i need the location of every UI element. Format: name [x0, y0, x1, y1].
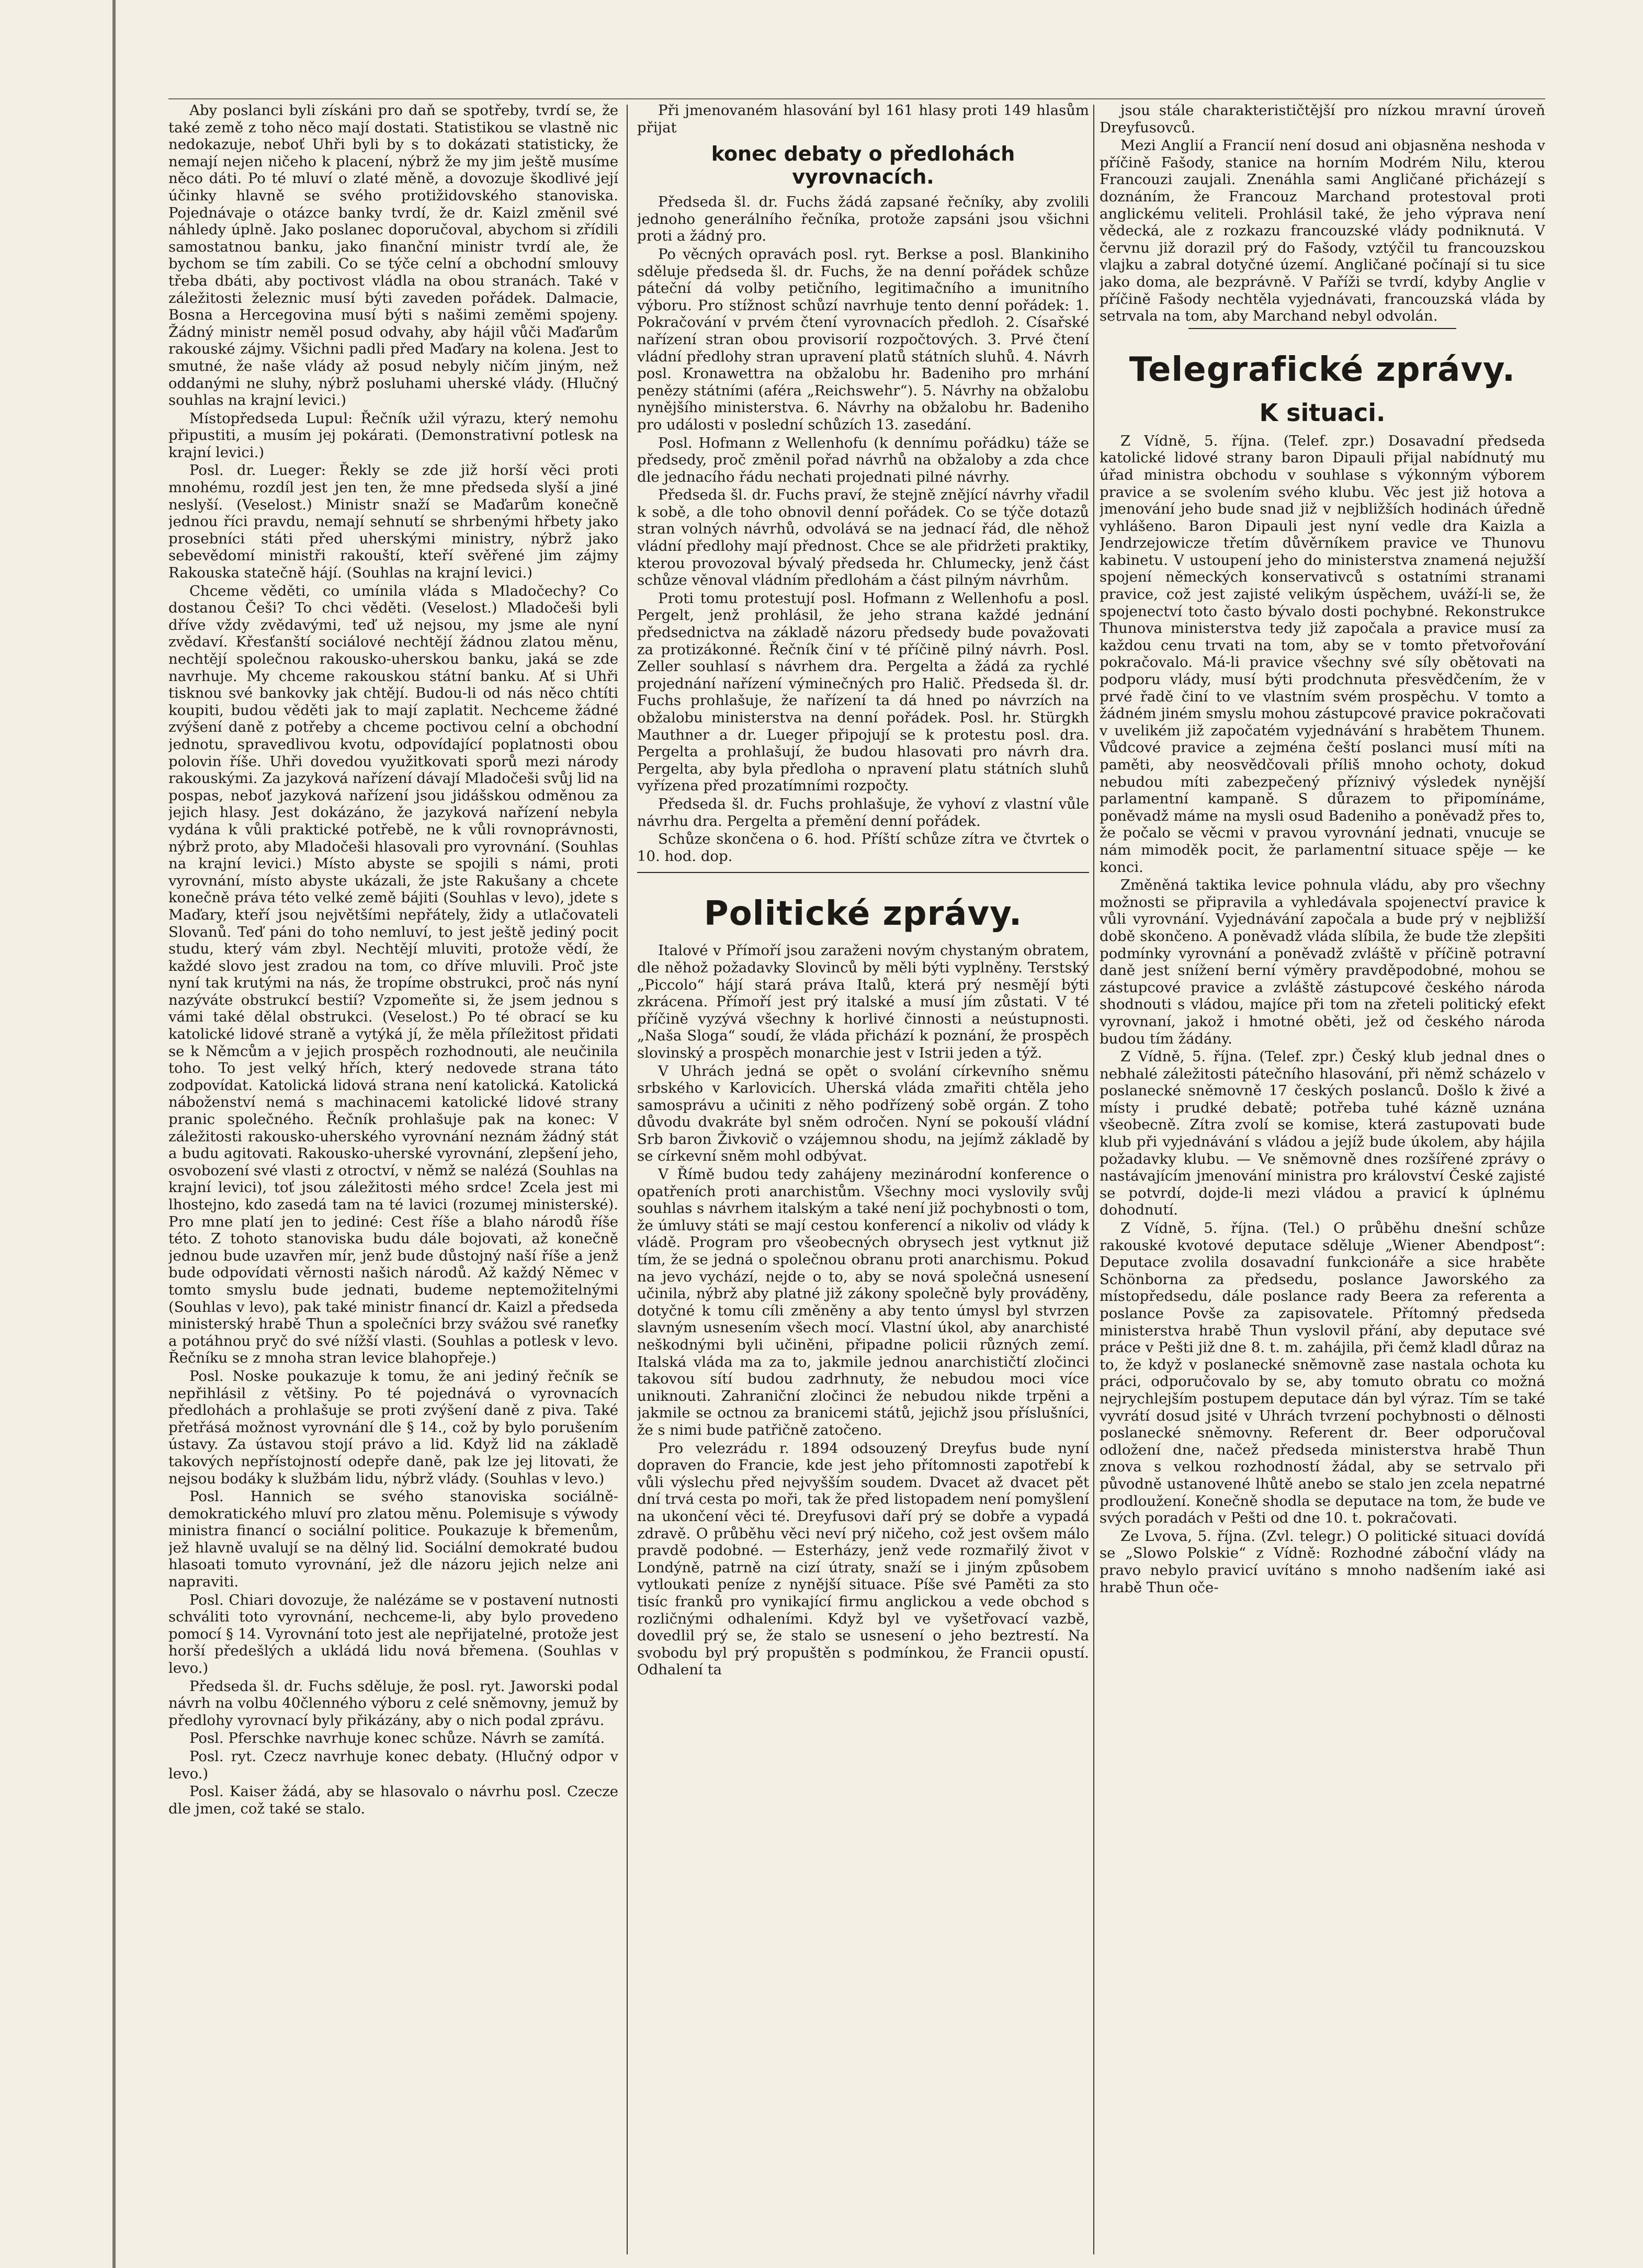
- column-2: [637, 102, 1089, 2241]
- paragraph: Posl. Kaiser žádá, aby se hlasovalo o návrhu posl. Czecze dle jmen, což také se stalo.: [168, 1783, 618, 1817]
- column-3: [1100, 102, 1545, 2241]
- paragraph: V Římě budou tedy zahájeny mezinárodní konference o opatřeních proti anarchistům. Všechny moci vyslovily svůj souhlas s návrhem italským a také není již pochybnosti o tom, že úmluvy státi se mají cestou konferencí a nikoliv od vlády k vládě. Program pro všeobecných obrysech jest vytknut již tím, že se jedná o společnou obranu proti anarchismu. Pokud na jevo vychází, nejde o to, aby se nová společná usnesení učinila, nýbrž aby platné již zákony společně byly prováděny, dotyčné k tomu cíli změněny a aby tento úmysl byl stvrzen slavným usnesením všech mocí. Vlastní úkol, aby anarchisté neškodnými byli učiněni, připadne policii různých zemí. Italská vláda ma za to, jakmile jednou anarchističtí zločinci takovou sítí budou zadrhnuty, že nebudou moci více uniknouti. Zahraniční zločinci že nebudou nikde trpěni a jakmile se octnou za branicemi států, jejichž jsou příslušníci, že s nimi bude patřičně zatočeno.: [637, 1166, 1089, 1438]
- paragraph: V Uhrách jedná se opět o svolání církevního sněmu srbského v Karlovicích. Uherská vláda zmařiti chtěla jeho samosprávu a učiniti z něho podřízený sobě orgán. Z toho důvodu dvakráte byl sněm odročen. Nyní se pokouší vládní Srb baron Živkovič o vzájemnou shodu, na jejímž základě by se církevní sněm mohl odbývat.: [637, 1062, 1089, 1165]
- paragraph: Po věcných opravách posl. ryt. Berkse a posl. Blankiniho sděluje předseda šl. dr. Fuchs, že na denní pořádek schůze páteční dá volby petičního, legitimačního a imunitního výboru. Pro stížnost schůzí navrhuje tento denní pořádek: 1. Pokračování v prvém čtení vyrovnacích předloh. 2. Císařské nařízení stran obou provisorií rozpočtových. 3. Prvé čtení vládní předlohy stran upravení platů státních sluhů. 4. Návrh posl. Kronawettra na obžalobu hr. Badeniho pro mrhání penězy státními (aféra „Reichswehr“). 5. Návrhy na obžalobu nynějšího ministerstva. 6. Návrhy na obžalobu hr. Badeniho pro události v poslední schůzích 13. zasedání.: [637, 245, 1089, 433]
- paragraph: Předseda šl. dr. Fuchs prohlašuje, že vyhoví z vlastní vůle návrhu dra. Pergelta a přemění denní pořádek.: [637, 795, 1089, 830]
- paragraph: Posl. Noske poukazuje k tomu, že ani jediný řečník se nepřihlásil z většiny. Po té pojednává o vyrovnacích předlohách a prohlašuje se proti zvýšení daně z piva. Také přetřásá možnost vyrovnání dle § 14., což by bylo porušením ústavy. Za ústavou stojí právo a lid. Když lid na základě takových nepřístojností odepře daně, pak lze jej litovati, že nejsou bodáky k službám lidu, nýbrž vlády. (Souhlas v levo.): [168, 1367, 618, 1487]
- section-divider: [637, 872, 1089, 873]
- section-subheading-situation: K situaci.: [1259, 398, 1386, 427]
- section-heading-political-news: Politické zprávy.: [704, 894, 1023, 934]
- page-edge: [112, 0, 116, 2268]
- paragraph: Aby poslanci byli získáni pro daň se spotřeby, tvrdí se, že také země z toho něco mají dostati. Statistikou se vlastně nic nedokazuje, neboť Uhři byli by s to dokázati statisticky, že nemají nejen ničeho k placení, nýbrž že my jim ještě musíme něco dáti. Po té mluví o zlaté měně, a dovozuje škodlivé její účinky hlavně se svého protižidovského stanoviska. Pojednávaje o otázce banky tvrdí, že dr. Kaizl změnil své náhledy úplně. Jako poslanec doporučoval, abychom si zřídili samostatnou banku, jako finanční ministr tvrdí ale, že bychom se tím zabili. Co se týče celní a obchodní smlouvy třeba dbáti, aby poctivost vládla na obou stranách. Také v záležitosti železnic musí býti zaveden pořádek. Dalmacie, Bosna a Hercegovina musí býti s našimi zeměmi spojeny. Žádný ministr neměl posud odvahy, aby hájil vůči Maďarům rakouské zájmy. Všichni padli před Maďary na kolena. Jest to smutné, že naše vlády až posud nebyly ničím jiným, než oddanými ne sluhy, nýbrž posluhami uherské vlády. (Hlučný souhlas na krajní levici.): [168, 102, 618, 409]
- column-rule-2: [1093, 105, 1094, 2254]
- paragraph: Posl. Chiari dovozuje, že nalézáme se v postavení nutnosti schváliti toto vyrovnání, nechceme-li, aby bylo provedeno pomocí § 14. Vyrovnání toto jest ale nepřijatelné, protože jest horší předešlých a ukládá lidu nová břemena. (Souhlas v levo.): [168, 1591, 618, 1677]
- paragraph: Pro velezrádu r. 1894 odsouzený Dreyfus bude nyní dopraven do Francie, kde jest jeho přítomnosti zapotřebí k vůli výslechu před nejvyšším soudem. Dvacet až dvacet pět dní trvá cesta po moři, tak že před listopadem není pomyšlení na ukončení věci té. Dreyfusovi daří prý se dobře a vypadá zdravě. O průběhu věci neví prý ničeho, což jest ovšem málo pravdě podobné. — Esterházy, jenž vede rozmařilý život v Londýně, patrně na cizí útraty, snaží se i jiným způsobem vytloukati peníze z nynější situace. Píše své Paměti za sto tisíc franků pro vynikající firmu anglickou a vede obchod s rozličnými odhaleními. Když byl ve vyšetřovací vazbě, dovedlil prý se, že stalo se usnesení o jeho beztrestí. Na svobodu byl prý propuštěn s podmínkou, že Francii opustí. Odhalení ta: [637, 1439, 1089, 1679]
- paragraph: Chceme věděti, co umínila vláda s Mladočechy? Co dostanou Češi? To chci věděti. (Veselost.) Mladočeši byli dříve vždy zvědavými, teď už nejsou, my jsme ale nyní zvědaví. Křesťanští sociálové nechtějí žádnou zlatou měnu, nechtějí společnou rakousko-uherskou banku, jaká se zde navrhuje. My chceme rakouskou státní banku. Ať si Uhři tisknou své bankovky jak chtějí. Budou-li od nás něco chtíti koupiti, budou věděti jak to mají zaplatit. Nechceme žádné zvýšení daně z potřeby a chceme poctivou celní a obchodní jednotu, spravedlivou kvotu, odpovídající poplatnosti obou polovin říše. Uhři dovedou využitkovati sporů mezi národy rakouskými. Za jazyková nařízení dávají Mladočeši svůj lid na pospas, neboť jazyková nařízení jsou jidášskou odměnou za jejich hlasy. Jest dokázáno, že jazyková nařízení nebyla vydána k vůli praktické potřebě, ne k vůli rovnoprávnosti, nýbrž proto, aby Mladočeši hlasovali pro vyrovnání. (Souhlas na krajní levici.) Místo abyste se spojili s námi, proti vyrovnání, místo abyste ukázali, že jste Rakušany a chcete konečně práva této velké země bájiti (Souhlas v levo), jdete s Maďary, kteří jsou největšími nepřátely, židy a utlačovateli Slovanů. Teď páni do toho nemluví, to jest ještě jediný pocit studu, který vám zbyl. Nechtějí mluviti, protože vědí, že každé slovo jest zradou na tom, co dříve mluvili. Proč jste nyní tak krutými na nás, že tropíme obstrukci, proč nás nyní nazýváte obstrukcí bestií? Vzpomeňte si, že jsem jednou s vámi také dělal obstrukci. (Veselost.) Po té obrací se ku katolické lidové straně a vytýká jí, že měla příležitost přidati se k Němcům a v jejich prospěch rozhodnouti, ale neučinila toho. To jest velký hřích, který nedovede strana táto zodpovídat. Katolická lidová strana není katolická. Katolická náboženství nemá s machinacemi katolické lidové strany pranic společného. Řečník prohlašuje pak na konec: V záležitosti rakousko-uherského vyrovnání neznám žádný stát a budu agitovati. Rakousko-uherské vyrovnání, zlepšení jeho, osvobození své vlasti z otroctví, v němž se nalézá (Souhlas na krajní levici), toť jsou záležitosti mého srdce! Zcela jest mi lhostejno, kdo zasedá tam na té lavici (rozumej ministerské). Pro mne platí jen to jediné: Cest říše a blaho národů říše této. Z tohoto stanoviska budu dále bojovati, až konečně jednou bude uzavřen mír, jenž bude důstojný naší říše a jenž bude odpovídati věrnosti našich národů. Až každý Němec v tomto smyslu bude jednati, budeme neptemožitelnými (Souhlas v levo), pak také ministr financí dr. Kaizl a předseda ministerský hrabě Thun a společníci brzy svážou své raneťky a potáhnou pryč do své nížší vlasti. (Souhlas a potlesk v levo. Řečníku se z mnoha stran levice blahopřeje.): [168, 582, 618, 1367]
- paragraph: Předseda šl. dr. Fuchs praví, že stejně znějící návrhy vřadil k sobě, a dle toho obnovil denní pořádek. Co se týče dotazů stran volných návrhů, odvolává se na jednací řád, dle něhož vládní předlohy mají přednost. Chce se ale přidržeti praktiky, kterou provozoval bývalý předseda hr. Chlumecky, jenž část schůze věnoval vládním předlohám a část pilným návrhům.: [637, 486, 1089, 589]
- paragraph: Italové v Přímoří jsou zaraženi novým chystaným obratem, dle něhož požadavky Slovinců by měli býti vyplněny. Terstský „Piccolo“ hájí stará práva Italů, která prý nesmějí býti zkrácena. Přímoří jest prý italské a musí jím zůstati. V té příčině vyzývá všechny k horlivé činnosti a neústupnosti. „Naša Sloga“ soudí, že vláda přichází k poznání, že prospěch slovinský a prospěch monarchie jest v Istrii jeden a týž.: [637, 942, 1089, 1061]
- section-divider: [1188, 328, 1456, 329]
- paragraph: Posl. Hofmann z Wellenhofu (k dennímu pořádku) táže se předsedy, proč změnil pořad návrhů na obžaloby a zda chce dle jednacího řádu nechati projednati pilné návrhy.: [637, 434, 1089, 485]
- paragraph: Posl. Hannich se svého stanoviska sociálně-demokratického mluví pro zlatou měnu. Polemisuje s výwody ministra financí o sociální politice. Poukazuje k břemenům, jež hlavně uvalují se na dělný lid. Sociální demokraté budou hlasoati tomuto vyrovnání, jež dle názoru jejich nelze ani napraviti.: [168, 1488, 618, 1591]
- paragraph: Z Vídně, 5. října. (Telef. zpr.) Český klub jednal dnes o nebhalé záležitosti pátečního hlasování, při němž scházelo v poslanecké sněmovně 17 českých poslanců. Došlo k živé a místy i prudké debatě; potřeba tuhé kázně uznána všeobecně. Zítra zvolí se komise, která zastupovati bude klub při vyjednávání s vládou a jejíž bude úkolem, aby hájila požadavky klubu. — Ve sněmovně dnes rozšířené zprávy o nastávajícím jmenování ministra pro království České zajisté se potvrdí, dojde-li mezi vládou a pravicí k úplnému dohodnutí.: [1100, 1048, 1545, 1219]
- column-rule-1: [627, 105, 628, 2254]
- paragraph: Proti tomu protestují posl. Hofmann z Wellenhofu a posl. Pergelt, jenž prohlásil, že jeho strana každé jednání předsednictva na základě názoru předsedy bude považovati za protizákonné. Řečník činí v té příčině pilný návrh. Posl. Zeller souhlasí s návrhem dra. Pergelta a žádá za rychlé projednání nařízení výminečných pro Halič. Předseda šl. dr. Fuchs prohlašuje, že nařízení ta dá hned po návrzích na obžalobu ministerstva na denní pořádek. Posl. hr. Stürgkh Mauthner a dr. Lueger připojují se k protestu posl. dra. Pergelta a prohlašují, že budou hlasovati pro návrh dra. Pergelta, aby byla předloha o npravení platu státních sluhů vyřízena před prozatímními rozpočty.: [637, 589, 1089, 795]
- paragraph: Posl. ryt. Czecz navrhuje konec debaty. (Hlučný odpor v levo.): [168, 1748, 618, 1782]
- section-heading-telegraph: Telegrafické zprávy.: [1129, 350, 1516, 389]
- column-1: [168, 102, 618, 2241]
- paragraph: Ze Lvova, 5. října. (Zvl. telegr.) O politické situaci dovídá se „Slowo Polskie“ z Vídně: Rozhodné záboční vlády na pravo nebylo pravicí uvítáno s mnoho nadšením iaké asi hrabě Thun oče-: [1100, 1527, 1545, 1596]
- paragraph: jsou stále charakterističtější pro nízkou mravní úroveň Dreyfusovců.: [1100, 102, 1545, 136]
- paragraph: Posl. Pferschke navrhuje konec schůze. Návrh se zamítá.: [189, 1730, 605, 1747]
- paragraph: Posl. dr. Lueger: Řekly se zde již horší věci proti mnohému, rozdíl jest jen ten, že mne předseda slyší a jiné neslyší. (Veselost.) Ministr snaží se Maďarům konečně jednou říci pravdu, nemají sehnutí se shrbenými hřbety jako prosebníci státi před uherskými ministry, nýbrž jako sebevědomí ministři rakouští, kteří svěřené jim zájmy Rakouska statečně hájí. (Souhlas na krajní levici.): [168, 462, 618, 582]
- paragraph: Schůze skončena o 6. hod. Příští schůze zítra ve čtvrtek o 10. hod. dop.: [637, 831, 1089, 865]
- paragraph: Předseda šl. dr. Fuchs sděluje, že posl. ryt. Jaworski podal návrh na volbu 40členného výboru z celé sněmovny, jemuž by předlohy vyrovnací byly přikázány, aby o nich podal zprávu.: [168, 1677, 618, 1729]
- paragraph: Z Vídně, 5. října. (Tel.) O průběhu dnešní schůze rakouské kvotové deputace sděluje „Wiener Abendpost“: Deputace zvolila dosavadní funkcionáře a sice hraběte Schönborna za předsedu, poslance Jaworského za místopředsedu, dále poslance rady Beera za referenta a poslance Povše za zapisovatele. Přítomný předseda ministerstva hrabě Thun vyslovil přání, aby deputace své práce v Pešti již dne 8. t. m. zahájila, při čemž kladl důraz na to, že když v poslanecké sněmovně zase nastala ochota ku práci, odporučovalo by se, aby tomuto obratu co možná nejrychlejším postupem deputace dán byl výraz. Tím se také vyvrátí dosud jsité v Uhrách tvrzení pochybnosti o dělnosti poslanecké sněmovny. Referent dr. Beer odporučoval odložení dne, načež předseda ministerstva hrabě Thun znova s velkou rozhodností žádal, aby se setrvalo při původně ustanovené lhůtě anebo se stalo jen zcela nepatrné prodloužení. Konečně shodla se deputace na tom, že bude ve svých poradách v Pešti od dne 10. t. pokračovati.: [1100, 1220, 1545, 1527]
- section-heading-debate: konec debaty o předlohách vyrovnacích.: [711, 142, 1015, 189]
- paragraph: Místopředseda Lupul: Řečník užil výrazu, který nemohu připustiti, a musím jej pokárati. (Demonstrativní potlesk na krajní levici.): [168, 410, 618, 461]
- paragraph: Mezi Anglií a Francií není dosud ani objasněna neshoda v příčině Fašody, stanice na horním Modrém Nilu, kterou Francouzi zaujali. Znenáhla sami Angličané přicházejí s doznáním, že Francouz Marchand protestoval proti anglickému veliteli. Prohlásil také, že jeho výprava není vědecká, ale z rozkazu francouzské vlády podniknutá. V červnu již dorazil prý do Fašody, vztýčil tu francouzskou vlajku a zabral dotyčné území. Angličané počínají si tu sice jako doma, ale bezprávně. V Paříži se tvrdí, kdyby Anglie v příčině Fašody nechtěla vyjednávati, francouzská vláda by setrvala na tom, aby Marchand nebyl odvolán.: [1100, 137, 1545, 325]
- paragraph: Při jmenovaném hlasování byl 161 hlasy proti 149 hlasům přijat: [637, 102, 1089, 136]
- paragraph: Z Vídně, 5. října. (Telef. zpr.) Dosavadní předseda katolické lidové strany baron Dipauli přijal nabídnutý mu úřad ministra obchodu v souhlase s výkonným výborem pravice a se svolením svého klubu. Věc jest již hotova a jmenování jeho bude snad již v nejbližších hodinách úředně vyhlášeno. Baron Dipauli jest nyní vedle dra Kaizla a Jendrzejowicze třetím důvěrníkem pravice ve Thunovu kabinetu. V ustoupení jeho do ministerstva znamená nejužší spojení německých konservativců s ostatními stranami pravice, což jest zajisté velikým úspěchem, uváží-li se, že spojenectví toto často bývalo dosti pochybné. Rekonstrukce Thunova ministerstva tedy již započala a pravice musí za každou cenu trvati na tom, aby se v tomto přetvořování pokračovalo. Má-li pravice všechny své síly obětovati na podporu vlády, musí býti prodchnuta přesvědčením, že v prvé řadě činí to ve vlastním svém prospěchu. V tomto a žádném jiném smyslu mohou zástupcové pravice pokračovati v uvelikém již započatém vyjednávání s hrabětem Thunem. Vůdcové pravice a zejména čeští poslanci musí míti na paměti, aby neosvědčovali příliš mnoho ochoty, dokud nebudou míti zabezpečený příznivý výsledek nynější parlamentní kampaně. S důrazem to připomínáme, poněvadž máme na mysli osud Badeniho a poněvadž přes to, že počalo se věcmi v pravou vyrovnání jednati, vnucuje se nám mimoděk pocit, že parlamentní situace spěje — ke konci.: [1100, 432, 1545, 876]
- top-rule: [168, 98, 1545, 99]
- paragraph: Změněná taktika levice pohnula vládu, aby pro všechny možnosti se připravila a vyhledávala spojenectví pravice k vůli vyrovnání. Vyjednávání započala a bude prý v nejbližší době skončeno. A poněvadž vláda slíbila, že bude tže zlepšiti podmínky vyrovnání a poněvadž zvláště v příčině potravní daně jest snížení berní výměry pravděpodobné, mohou se zástupcové pravice a zvláště zástupcové českého národa shodnouti s vládou, majíce při tom na zřeteli politický efekt vyrovnaní, jakož i hmotné oběti, jež od českého národa budou tím žádány.: [1100, 877, 1545, 1047]
- paragraph: Předseda šl. dr. Fuchs žádá zapsané řečníky, aby zvolili jednoho generálního řečníka, protože zapsáni jsou všichni proti a žádný pro.: [637, 194, 1089, 245]
